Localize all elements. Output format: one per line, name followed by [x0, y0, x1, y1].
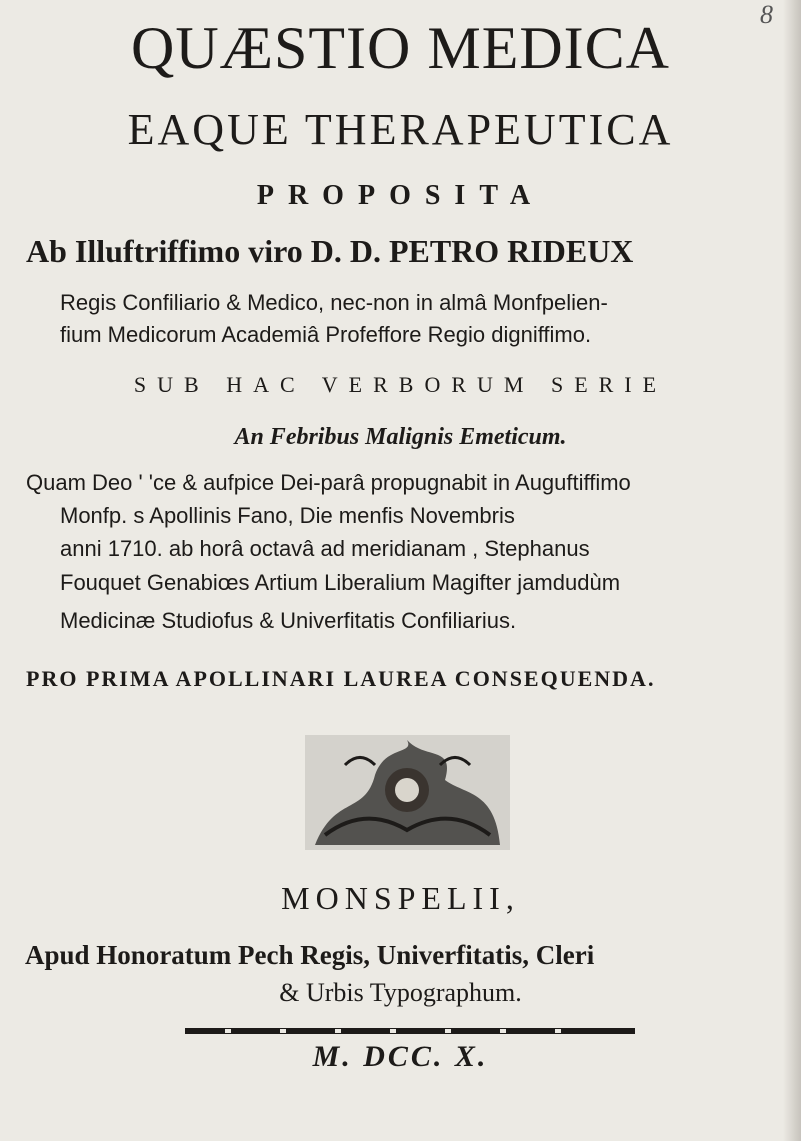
page-number: 8 — [760, 0, 773, 29]
thesis-question: An Febribus Malignis Emeticum. — [234, 424, 567, 450]
proposita-heading: PROPOSITA — [256, 180, 545, 211]
sub-hac-heading: SUB HAC VERBORUM SERIE — [133, 372, 668, 397]
main-title: QUÆSTIO MEDICA — [131, 15, 670, 81]
imprint-date: M. DCC. X. — [312, 1040, 489, 1073]
body-line-1: Quam Deo ' 'ce & aufpice Dei-parâ propugnabit in Auguftiffimo — [26, 470, 631, 495]
body-line-5: Medicinæ Studiofus & Univerfitatis Confiliarius. — [60, 608, 517, 633]
printer-line: Apud Honoratum Pech Regis, Univerfitatis, Cleri — [25, 940, 595, 970]
printer-line-2: & Urbis Typographum. — [279, 978, 522, 1007]
decorative-rule-icon — [185, 1026, 635, 1036]
dedication-line-2: Regis Confiliario & Medico, nec-non in almâ Monfpelien- — [60, 290, 608, 315]
ornament-vignette-icon — [305, 735, 510, 850]
body-line-4: Fouquet Genabiœs Artium Liberalium Magifter jamdudùm — [60, 570, 621, 595]
laurea-line: PRO PRIMA APOLLINARI LAUREA CONSEQUENDA. — [26, 666, 656, 691]
city-imprint: MONSPELII, — [281, 880, 520, 916]
dedication-line: Ab Illuftriffimo viro D. D. PETRO RIDEUX — [26, 233, 634, 269]
body-line-3: anni 1710. ab horâ octavâ ad meridianam , Stephanus — [60, 536, 590, 561]
body-line-2: Monfp. s Apollinis Fano, Die menfis Novembris — [60, 503, 515, 528]
subtitle: EAQUE THERAPEUTICA — [127, 105, 674, 154]
dedication-line-3: fium Medicorum Academiâ Profeffore Regio digniffimo. — [60, 322, 592, 347]
